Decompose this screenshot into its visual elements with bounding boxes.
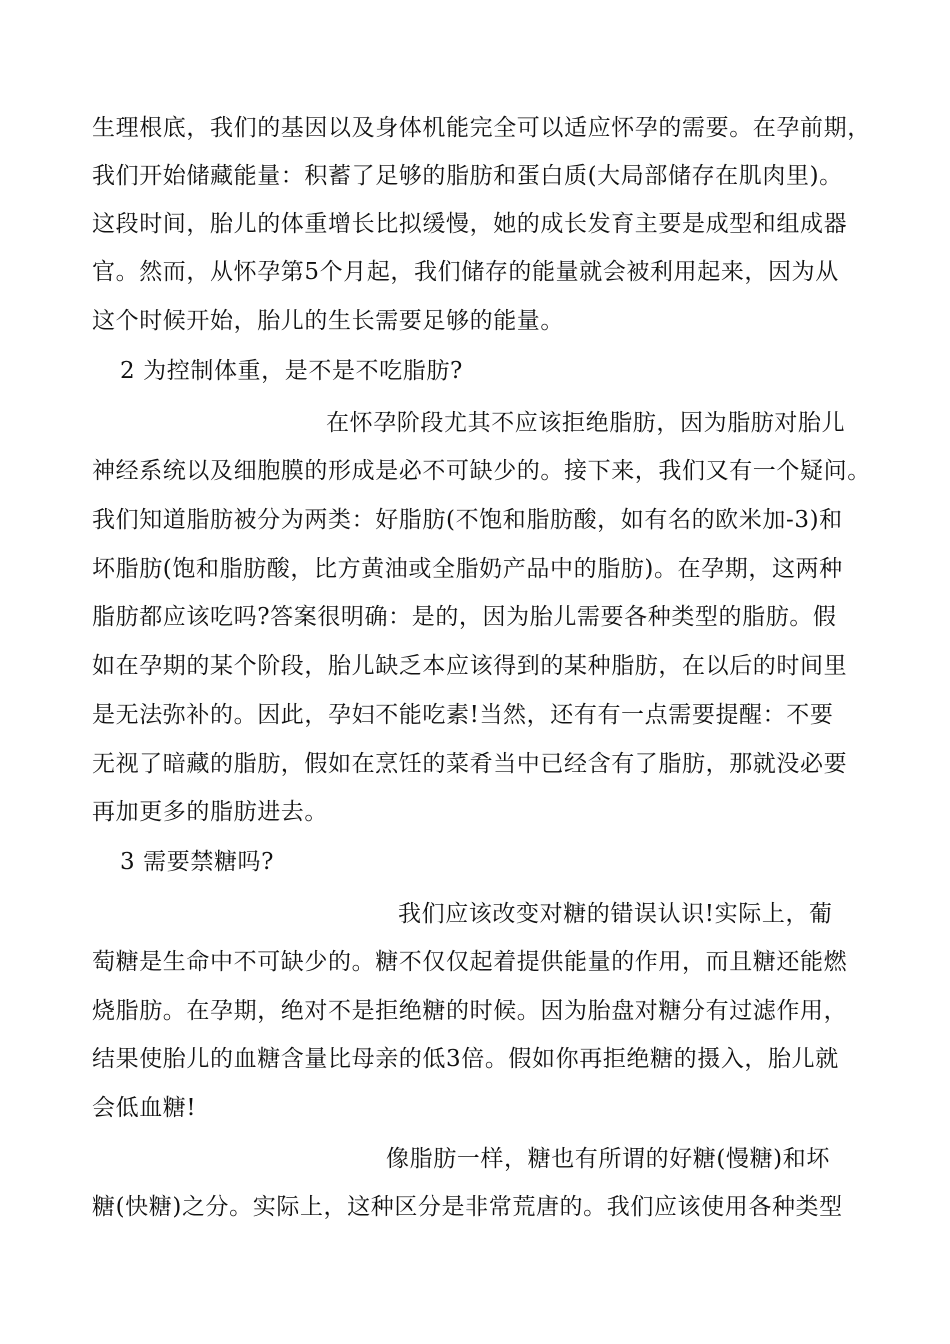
section-heading: 2 为控制体重，是不是不吃脂肪?: [120, 358, 463, 384]
text-line: 官。然而，从怀孕第5个月起，我们储存的能量就会被利用起来，因为从: [92, 259, 839, 285]
text-line: 像脂肪一样，糖也有所谓的好糖(慢糖)和坏: [386, 1146, 830, 1172]
text-line: 萄糖是生命中不可缺少的。糖不仅仅起着提供能量的作用，而且糖还能燃: [92, 949, 848, 975]
text-line: 结果使胎儿的血糖含量比母亲的低3倍。假如你再拒绝糖的摄入，胎儿就: [92, 1046, 839, 1072]
text-line: 如在孕期的某个阶段，胎儿缺乏本应该得到的某种脂肪，在以后的时间里: [92, 653, 848, 679]
text-line: 脂肪都应该吃吗?答案很明确：是的，因为胎儿需要各种类型的脂肪。假: [92, 604, 837, 630]
text-line: 我们知道脂肪被分为两类：好脂肪(不饱和脂肪酸，如有名的欧米加-3)和: [92, 507, 843, 533]
text-line: 会低血糖!: [92, 1095, 197, 1121]
text-line: 是无法弥补的。因此，孕妇不能吃素!当然，还有有一点需要提醒：不要: [92, 702, 834, 728]
text-line: 烧脂肪。在孕期，绝对不是拒绝糖的时候。因为胎盘对糖分有过滤作用，: [92, 998, 848, 1024]
text-line: 在怀孕阶段尤其不应该拒绝脂肪，因为脂肪对胎儿: [326, 410, 846, 436]
text-line: 糖(快糖)之分。实际上，这种区分是非常荒唐的。我们应该使用各种类型: [92, 1194, 843, 1220]
text-line: 坏脂肪(饱和脂肪酸，比方黄油或全脂奶产品中的脂肪)。在孕期，这两种: [92, 556, 843, 582]
text-line: 我们开始储藏能量：积蓄了足够的脂肪和蛋白质(大局部储存在肌肉里)。: [92, 163, 843, 189]
text-line: 再加更多的脂肪进去。: [92, 799, 328, 825]
text-line: 这段时间，胎儿的体重增长比拟缓慢，她的成长发育主要是成型和组成器: [92, 211, 848, 237]
text-line: 无视了暗藏的脂肪，假如在烹饪的菜肴当中已经含有了脂肪，那就没必要: [92, 751, 848, 777]
text-line: 这个时候开始，胎儿的生长需要足够的能量。: [92, 308, 564, 334]
text-line: 神经系统以及细胞膜的形成是必不可缺少的。接下来，我们又有一个疑问。: [92, 458, 871, 484]
text-line: 生理根底，我们的基因以及身体机能完全可以适应怀孕的需要。在孕前期，: [92, 115, 871, 141]
text-line: 我们应该改变对糖的错误认识!实际上，葡: [398, 901, 833, 927]
section-heading: 3 需要禁糖吗?: [120, 849, 275, 875]
